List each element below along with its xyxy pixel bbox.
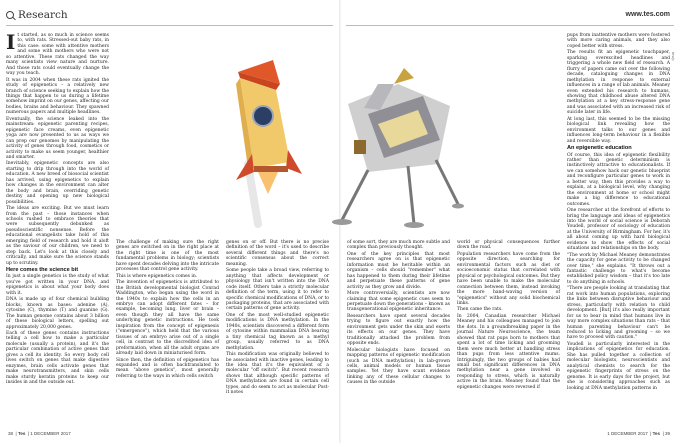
- paragraph: "There are people looking at translating that rat work into human populations, exploring the links between disruptive behaviour and stress, particularly with relation to child development. [But] it's also really important for us to bear in mind that humans live in way more complex situations than rats – that human parenting behaviour can't be reduced to licking and grooming – so we have to proceed with caution.": [567, 286, 670, 341]
- paragraph: The results fit an epigenetic touchpaper, sparking overexcited headlines and triggering a whole new field of research. A flurry of papers came out over the following decade, cataloguing changes in DNA methylation in response to external influences in a range of lab animals. Meaney even extended his research to humans, showing that childhood abuse altered DNA methylation at a key stress-response gene and was associated with an increased risk of suicide later in life.: [567, 50, 670, 116]
- magnifier-icon: [6, 11, 14, 19]
- paragraph: DNA is made up of four chemical building blocks, known as bases: adenine (A), cytosine (C), thymine (T) and guanine (G). The human genome contains about 3 billion of these biological letters, spelling out approximately 20,000 genes.: [6, 297, 109, 330]
- paragraph: In 2004, Canadian researcher Michael Meaney and his colleagues managed to join the dots. In a groundbreaking paper in the journal Nature Neuroscience, the team showed that rat pups born to mothers that spent a lot of time licking and grooming them were much better at handling stress than pups from less attentive mums. Intriguingly, the two groups of babies had small but significant differences in DNA methylation near a gene involved in responding to stress, which is naturally active in the brain. Meaney found that the epigenetic changes were reversed if: [457, 313, 560, 390]
- lunar-lander: [332, 68, 464, 228]
- page-number: 38: [8, 431, 14, 436]
- website-url[interactable]: www.tes.com: [625, 11, 670, 18]
- paragraph: of some sort, they are much more subtle and complex than previously thought.: [347, 240, 450, 251]
- drop-cap: I: [6, 30, 16, 54]
- rocket-and-lander-illustration: [218, 44, 464, 234]
- paragraph: "The work by Michael Meaney demonstrates the capacity for gene activity to be changed over time," she explains. "It throws out a fantastic challenge to what's become established policy wisdom – that it's too late to do anything in schools.: [567, 252, 670, 285]
- article-column-1: [6, 30, 109, 429]
- paragraph: pups from inattentive mothers were fostered with more caring animals, and they also coped better with stress.: [567, 33, 670, 49]
- footer-right: 1 DECEMBER 2017 | Tes | 39: [607, 431, 670, 436]
- paragraph: Each of these genes contains instructions telling a cell how to make a particular molecule (usually a protein), and it's the particular combination of active genes that gives a cell its identity. So every body cell lives switch on genes that make digestive enzymes, brain cells activate genes that make neurotransmitters, and skin cells make sturdy keratin proteins to keep our insides in and the outside out.: [6, 331, 109, 386]
- page-number: 39: [664, 431, 670, 436]
- article-column-4: [347, 240, 450, 428]
- paragraph: One of the key principles that most researchers agree on is that epigenetic information must be heritable within an organism – cells should "remember" what has happened to them during their lifetime and perpetuate these patterns of gene activity as they grow and divide.: [347, 251, 450, 290]
- paragraph: This modification was originally believed to be associated with inactive genes, leading to the idea that it's the equivalent of a molecular "off switch". But recent research shows that although specific patterns of DNA methylation are found in certain cell types, and do seem to act as molecular Post-it notes: [226, 352, 329, 396]
- paragraph: It was in 2004 when these rats ignited the study of epigenetics – a relatively new branch of science seeking to explain how the things that happen to us during a lifetime somehow imprint on our genes, affecting our bodies, brains and behaviour. They spawned numerous papers and multiple headlines.: [6, 77, 109, 116]
- article-column-3: [226, 240, 329, 428]
- paragraph: It started, as so much in science seems to, with rats. Stressed-out baby rats, in this case: some with attentive mothers and some with mothers who were not so attentive. These rats changed the way many scientists view nature and nurture. And those rats could eventually change the way you teach.: [6, 30, 109, 77]
- issue-date: 1 DECEMBER 2017: [30, 431, 71, 436]
- subheading: Here comes the science bit: [6, 267, 79, 274]
- paragraph: Of course, this idea of epigenetic flexibility rather than genetic determinism is instinctively attractive to educationalists. If we can somehow hack our genetic blueprint and reconfigure particular genes to work in a better way, then this provides a way to explain, at a biological level, why changing the environment at home or school might make a big difference to educational outcomes.: [567, 152, 670, 207]
- toy-rocket: [236, 60, 302, 224]
- article-column-5: [457, 240, 560, 428]
- article-column-6: [567, 33, 670, 429]
- paragraph: Molecular biologists have focused on mapping patterns of epigenetic modification (such as DNA methylation) in lab-grown cells, animal models or human tissue samples. Yet they have scant evidence linking any of these cellular changes to causes in the outside: [347, 347, 450, 386]
- paragraph: Since then, the definition of epigenetics has expanded and is often backtranslated to mean "above genetics", most generally referring to the ways in which cells switch: [116, 357, 219, 379]
- header-rule-left: [6, 25, 333, 26]
- issue-date: 1 DECEMBER 2017: [607, 431, 648, 436]
- paragraph: genes on or off. But there is no precise definition of the word – it's used to describe several different things and there's no scientific consensus about the correct meaning.: [226, 240, 329, 267]
- paragraph: Eventually, the science leaked into the mainstream: epigenetic parenting recipes, epigenetic face creams, even epigenetic yoga are now presented to us as ways we can prep our genomes by manipulating the activity of genes through food, cosmetics or activity to make us seem younger, healthier and smarter.: [6, 116, 109, 160]
- paragraph: The ideas are exciting. But we must learn from the past – those instances when schools rushed to embrace theories that were subsequently debunked as pseudoscientific nonsense. Before the educational evangelists take hold of this emerging field of research and hold it aloft as the saviour of our children, we need to step back. Let's look at this closely and critically, and make sure the science stands up to scrutiny.: [6, 206, 109, 266]
- subheading: An epigenetic education: [567, 145, 632, 152]
- paragraph: The invention of epigenetics is attributed to the British developmental biologist Conrad Waddington, who began using the word in the 1940s to explain how the cells in an embryo can adopt different fates – for example, becoming lung, liver or brain – even though they all have the same underlying genetic instructions. He took inspiration from the concept of epigenesis ("emergence"), which held that the various tissues of an embryo arise out of a single cell, in contrast to the discredited idea of preformation, when all the adult organs are already laid down in miniaturised form.: [116, 280, 219, 357]
- paragraph: Researchers have spent several decades trying to figure out exactly how the environment gets under the skin and exerts its effects on our genes. They have traditionally attacked the problem from opposite ends.: [347, 313, 450, 347]
- magazine-name: Tes: [17, 431, 26, 436]
- paragraph: Youdell is particularly interested in the implications of epigenetics for education. She has pulled together a collection of molecular biologists, neuroscientists and analytical chemists to search for the epigenetic fingerprints of stress on the genome. It is early days for the project, but she is considering approaches such as looking at DNA methylation patterns in: [567, 341, 670, 391]
- paragraph: The challenge of making sure the right genes are switched on in the right place at the right time is one of the most fundamental problems in biology; scientists have spent decades delving into the intricate processes that control gene activity.: [116, 240, 219, 273]
- magazine-name: Tes: [652, 431, 661, 436]
- paragraph: Then came the rats.: [457, 307, 503, 313]
- article-column-2: [116, 240, 219, 428]
- paragraph: world or physical consequences further down the road.: [457, 240, 560, 251]
- paragraph: More controversially, scientists are now claiming that some epigenetic cues seem to perpetuate down the generations – known as transgenerational epigenetic inheritance.: [347, 291, 450, 313]
- paragraph: This is where epigenetics comes in.: [116, 273, 198, 279]
- paragraph: One of the most well-studied epigenetic modifications is DNA methylation. In the 1940s, scientists discovered a different form of cytosine within mammalian DNA bearing a tiny chemical tag known as a methyl group, usually referred to as DNA methylation.: [226, 312, 329, 351]
- header-rule-right: [346, 25, 674, 26]
- section-title: Research: [18, 9, 68, 21]
- paragraph: In just a single genetics is the study of what you've got written in your DNA, and epigenetics is about what your body does with it.: [6, 274, 109, 296]
- paragraph: At long last, this seemed to be the missing biological link revealing how the environment talks to our genes and influences long-term behaviour in a flexible and reversible way.: [567, 116, 670, 144]
- side-tag: tes/p: [671, 52, 676, 61]
- footer-left: 38 | Tes | 1 DECEMBER 2017: [8, 431, 71, 436]
- paragraph: One researcher at the forefront of efforts to bring the language and ideas of epigenetics into the world of social science is Deborah Youdell, professor of sociology of education at the University of Birmingham. For her, it's all about coming up with hard biological evidence to show the effects of social situations and relationships on the body.: [567, 208, 670, 252]
- section-header: [6, 9, 68, 21]
- paragraph: Population researchers have come from the opposite direction, searching for environmental factors such as diet or socioeconomic status that correlated with physical or psychological outcomes. But they have been unable to make the molecular connection between them, instead invoking the more hand-waving version of "epigenetics" without any solid biochemical links.: [457, 251, 560, 306]
- paragraph: Inevitably, epigenetic concepts are also starting to drip through into the world of education. A new breed of biosocial scientist has arrived, using epigenetics to explain how changes in the environment can alter the body and brain, overriding genetic destiny and opening up new biological possibilities.: [6, 161, 109, 205]
- paragraph: Some people take a broad view, referring to anything that affects development or physiology that isn't written into the DNA code itself. Others take a strictly molecular definition of the term, using it to refer to specific chemical modifications of DNA, or to packaging proteins, that are associated with certain patterns of gene activity.: [226, 268, 329, 312]
